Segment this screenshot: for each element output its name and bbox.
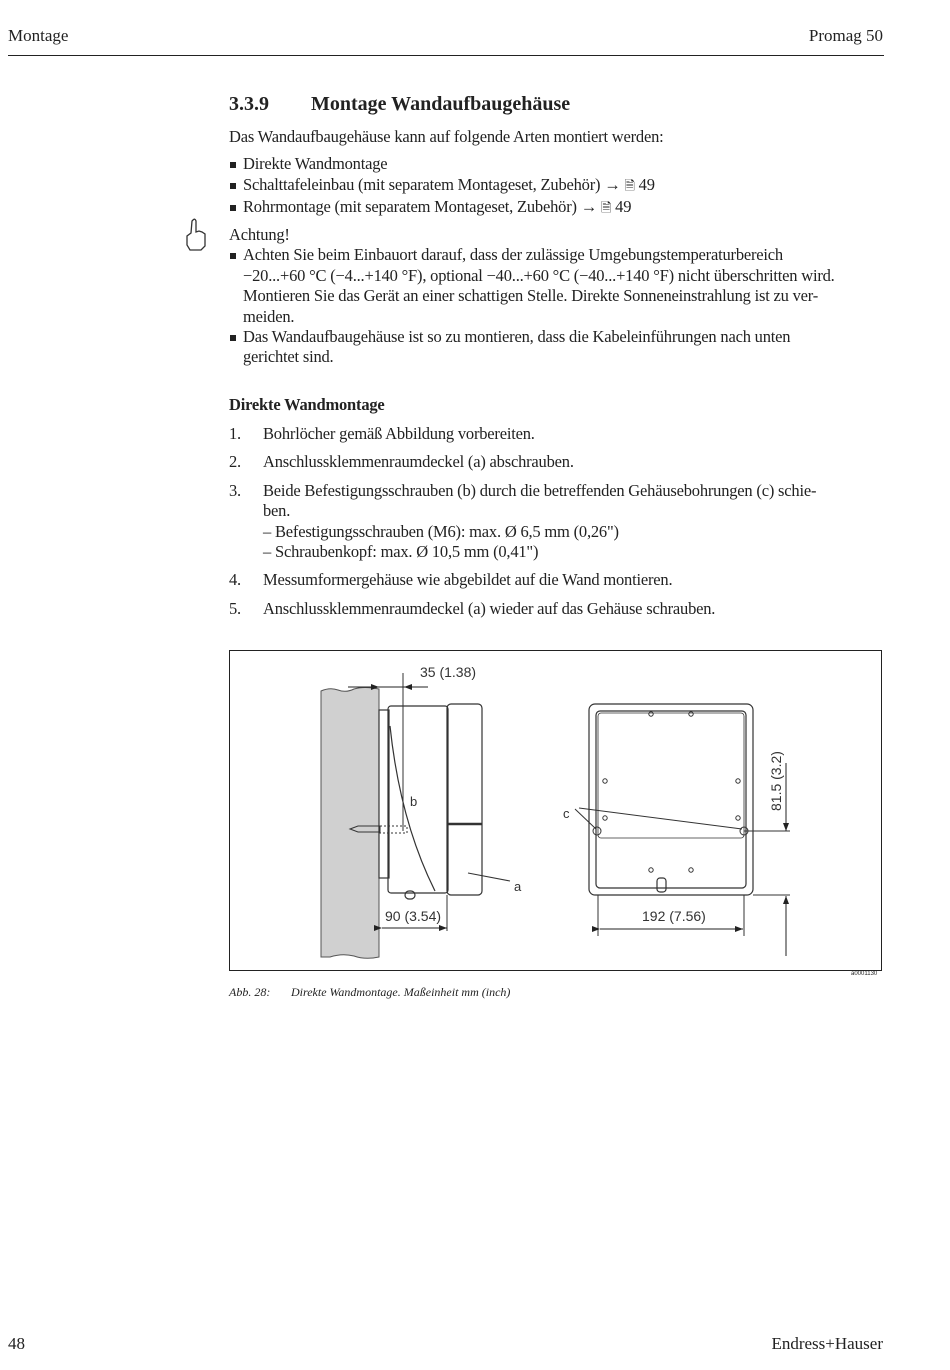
step-line: Beide Befestigungsschrauben (b) durch die betreffenden Gehäusebohrungen (c) schie-	[263, 480, 817, 500]
mounting-drawing	[230, 651, 883, 972]
label-c: c	[563, 806, 570, 821]
option-item	[229, 154, 889, 174]
caution-line: Montieren Sie das Gerät an einer schattigen Stelle. Direkte Sonneneinstrahlung ist zu ver-	[243, 286, 819, 306]
step-line: ben.	[263, 501, 291, 521]
step-line: – Schraubenkopf: max. Ø 10,5 mm (0,41")	[263, 542, 539, 562]
section-heading	[229, 93, 570, 116]
page-number: 48	[8, 1334, 25, 1353]
caution-block	[229, 225, 889, 368]
housing-side-view	[379, 704, 482, 899]
header-rule	[8, 55, 884, 56]
step-line: Anschlussklemmenraumdeckel (a) wieder auf das Gehäuse schrauben.	[263, 598, 716, 618]
dim-90: 90 (3.54)	[385, 908, 442, 924]
caution-line: Das Wandaufbaugehäuse ist so zu montieren, dass die Kabeleinführungen nach unten	[229, 327, 889, 347]
dim-35: 35 (1.38)	[420, 664, 477, 680]
caution-item	[229, 245, 889, 327]
step-line: Anschlussklemmenraumdeckel (a) abschrauben.	[263, 452, 574, 472]
step-number: 1.	[229, 424, 241, 443]
step-item	[229, 424, 889, 444]
intro-text: Das Wandaufbaugehäuse kann auf folgende Arten montiert werden:	[229, 127, 664, 146]
caution-title: Achtung!	[229, 225, 290, 244]
step-item	[229, 570, 889, 590]
dim-81-5: 81.5 (3.2)	[768, 751, 784, 811]
caution-line: meiden.	[243, 306, 295, 326]
step-item	[229, 599, 889, 619]
step-number: 4.	[229, 570, 241, 590]
step-line: Bohrlöcher gemäß Abbildung vorbereiten.	[263, 424, 535, 443]
dim-192: 192 (7.56)	[642, 908, 706, 924]
option-item	[229, 175, 889, 197]
option-text: Rohrmontage (mit separatem Montageset, Zubehör) →	[243, 197, 601, 217]
caption-number: Abb. 28:	[229, 985, 271, 999]
step-number: 3.	[229, 480, 241, 500]
step-item	[229, 452, 889, 472]
caution-line: gerichtet sind.	[243, 347, 334, 367]
caution-item	[229, 327, 889, 368]
holes	[593, 712, 748, 872]
page-reference-icon: 🗎	[624, 178, 635, 194]
option-text: Schalttafeleinbau (mit separatem Montageset, Zubehör) →	[243, 174, 625, 194]
caption-text: Direkte Wandmontage. Maßeinheit mm (inch)	[291, 985, 511, 999]
option-text: Direkte Wandmontage	[243, 154, 388, 174]
wall	[321, 688, 379, 959]
mounting-figure	[229, 650, 882, 971]
steps-list	[229, 424, 889, 627]
step-line: Messumformergehäuse wie abgebildet auf die Wand montieren.	[263, 570, 673, 590]
caution-line: −20...+60 °C (−4...+140 °F), optional −40...+60 °C (−40...+140 °F) nicht überschritten wird.	[243, 265, 835, 285]
housing-front-view	[589, 704, 753, 895]
step-number: 2.	[229, 452, 241, 472]
option-page: 49	[615, 197, 632, 217]
intro-block	[229, 127, 889, 220]
subheading: Direkte Wandmontage	[229, 395, 385, 414]
label-a: a	[514, 879, 522, 894]
step-line: – Befestigungsschrauben (M6): max. Ø 6,5 mm (0,26")	[263, 521, 619, 541]
step-number: 5.	[229, 598, 241, 618]
step-item	[229, 481, 889, 563]
options-list	[229, 154, 889, 219]
option-item	[229, 197, 889, 219]
footer-brand: Endress+Hauser	[771, 1334, 883, 1353]
header-chapter: Montage	[8, 26, 69, 45]
page-reference-icon: 🗎	[600, 201, 612, 217]
figure-caption	[229, 985, 510, 1000]
section-number: 3.3.9	[229, 93, 269, 115]
caution-line: Achten Sie beim Einbauort darauf, dass der zulässige Umgebungstemperaturbereich	[229, 245, 889, 265]
section-title: Montage Wandaufbaugehäuse	[311, 93, 571, 115]
figure-code: a0001130	[851, 971, 878, 977]
header-product: Promag 50	[808, 26, 883, 45]
caution-hand-icon	[184, 218, 208, 259]
label-b: b	[410, 794, 418, 809]
option-page: 49	[638, 174, 655, 194]
